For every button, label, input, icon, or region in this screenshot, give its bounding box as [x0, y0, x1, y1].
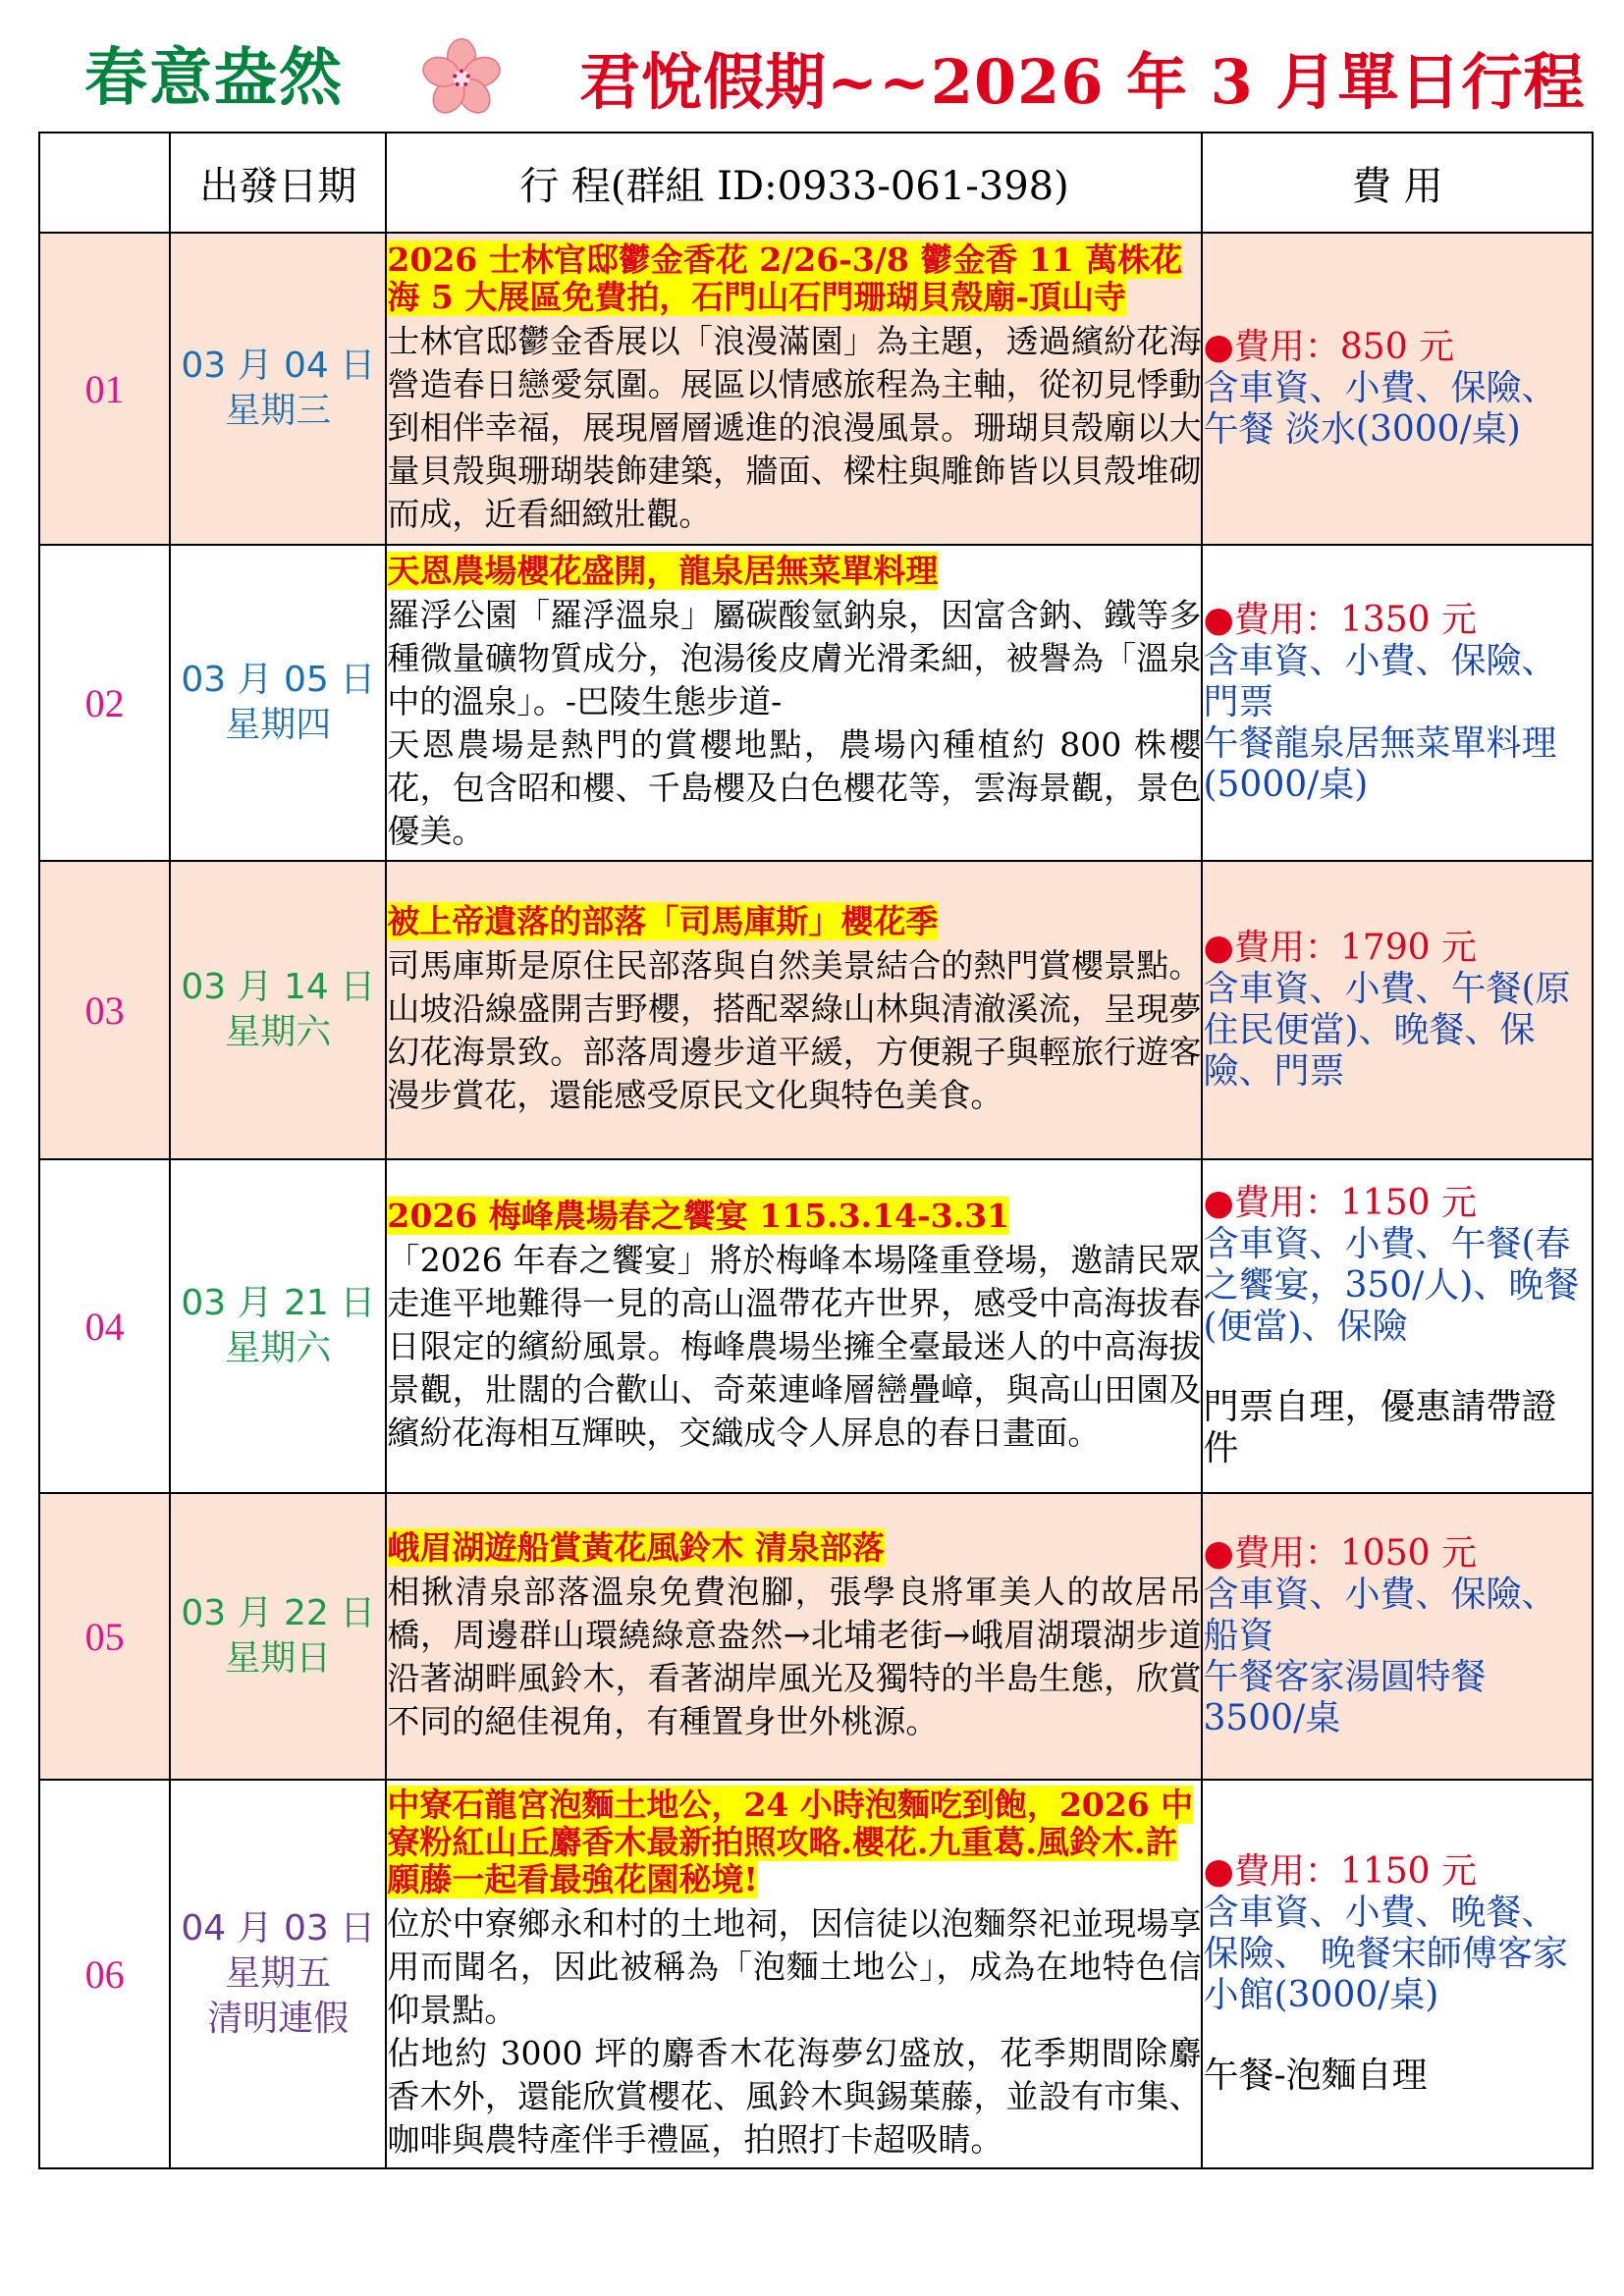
holiday-note: 清明連假: [207, 1999, 350, 2039]
departure-date: 04 月 03 日: [181, 1908, 376, 1949]
cherry-blossom-icon: [420, 37, 503, 120]
itinerary-description: 「2026 年春之饗宴」將於梅峰本場隆重登場，邀請民眾走進平地難得一見的高山溫帶花卉世界，感受中高海拔春日限定的繽紛風景。梅峰農場坐擁全臺最迷人的中高海拔景觀，壯闊的合歡山、奇萊連峰層巒疊嶂，與高山田園及繽紛花海相互輝映，交織成令人屏息的春日畫面。: [387, 1241, 1202, 1452]
table-row: [39, 545, 1593, 861]
departure-date: 03 月 21 日: [181, 1283, 376, 1323]
itinerary-cell: [386, 1493, 1202, 1780]
fee-cell: [1202, 1493, 1593, 1780]
fee-price: ●費用：1350 元: [1203, 600, 1477, 640]
departure-weekday: 星期四: [225, 705, 332, 745]
fee-cell: [1202, 545, 1593, 861]
fee-price: ●費用：1050 元: [1203, 1533, 1477, 1574]
departure-weekday: 星期三: [225, 391, 332, 431]
table-row: [39, 233, 1593, 545]
itinerary-cell: [386, 1159, 1202, 1493]
departure-weekday: 星期六: [225, 1328, 332, 1368]
header-left-title: 春意盎然: [84, 41, 344, 115]
itinerary-headline: 天恩農場櫻花盛開，龍泉居無菜單料理: [387, 552, 939, 590]
itinerary-headline: 峨眉湖遊船賞黃花風鈴木 清泉部落: [387, 1528, 885, 1567]
fee-includes: 含車資、小費、午餐(春之饗宴，350/人)、晚餐(便當)、保險: [1203, 1224, 1580, 1347]
fee-price: ●費用：850 元: [1203, 327, 1455, 367]
page-header: [84, 33, 1586, 141]
fee-includes: 含車資、小費、保險、門票 午餐龍泉居無菜單料理(5000/桌): [1203, 641, 1557, 805]
fee-includes: 含車資、小費、保險、午餐 淡水(3000/桌): [1203, 368, 1557, 450]
row-number: 03: [39, 861, 170, 1159]
column-header-date: 出發日期: [170, 133, 386, 233]
departure-date-cell: [170, 545, 386, 861]
fee-includes: 含車資、小費、午餐(原住民便當)、晚餐、保險、門票: [1203, 969, 1571, 1092]
row-number: 04: [39, 1159, 170, 1493]
schedule-table: [38, 132, 1594, 2169]
fee-price: ●費用：1150 元: [1203, 1183, 1477, 1223]
column-header-number: [39, 133, 170, 233]
departure-date: 03 月 22 日: [181, 1593, 376, 1633]
fee-price: ●費用：1150 元: [1203, 1851, 1477, 1892]
itinerary-description: 羅浮公園「羅浮溫泉」屬碳酸氫鈉泉，因富含鈉、鐵等多種微量礦物質成分，泡湯後皮膚光滑柔細，被譽為「溫泉中的溫泉」。-巴陵生態步道- 天恩農場是熱門的賞櫻地點，農場內種植約 800 株櫻花，包含昭和櫻、千島櫻及白色櫻花等，雲海景觀，景色優美。: [387, 596, 1202, 850]
row-number: 06: [39, 1780, 170, 2168]
departure-weekday: 星期五: [225, 1953, 332, 1994]
fee-cell: [1202, 861, 1593, 1159]
itinerary-cell: [386, 233, 1202, 545]
itinerary-description: 位於中寮鄉永和村的土地祠，因信徒以泡麵祭祀並現場享用而聞名，因此被稱為「泡麵土地公」，成為在地特色信仰景點。 佔地約 3000 坪的麝香木花海夢幻盛放，花季期間除麝香木外，還能欣賞櫻花、風鈴木與錫葉藤，並設有市集、咖啡與農特產伴手禮區，拍照打卡超吸睛。: [387, 1904, 1202, 2159]
table-row: [39, 861, 1593, 1159]
table-row: [39, 1493, 1593, 1780]
fee-price: ●費用：1790 元: [1203, 928, 1477, 968]
itinerary-headline: 2026 梅峰農場春之饗宴 115.3.14-3.31: [387, 1197, 1010, 1235]
fee-cell: [1202, 233, 1593, 545]
row-number: 05: [39, 1493, 170, 1780]
departure-date: 03 月 14 日: [181, 967, 376, 1007]
column-header-itinerary: 行 程(群組 ID:0933-061-398): [386, 133, 1202, 233]
itinerary-headline: 中寮石龍宮泡麵土地公，24 小時泡麵吃到飽，2026 中寮粉紅山丘麝香木最新拍照攻略.櫻花.九重葛.風鈴木.許願藤一起看最強花園秘境!: [387, 1786, 1194, 1898]
departure-date-cell: [170, 1493, 386, 1780]
departure-date-cell: [170, 861, 386, 1159]
itinerary-description: 士林官邸鬱金香展以「浪漫滿園」為主題，透過繽紛花海營造春日戀愛氛圍。展區以情感旅程為主軸，從初見悸動到相伴幸福，展現層層遞進的浪漫風景。珊瑚貝殼廟以大量貝殼與珊瑚裝飾建築，牆面、樑柱與雕飾皆以貝殼堆砌而成，近看細緻壯觀。: [387, 322, 1202, 533]
fee-note: 午餐-泡麵自理: [1203, 2056, 1428, 2096]
departure-date: 03 月 05 日: [181, 660, 376, 700]
header-right-title: 君悅假期~~2026 年 3 月單日行程: [579, 46, 1586, 118]
departure-date: 03 月 04 日: [181, 346, 376, 386]
itinerary-cell: [386, 545, 1202, 861]
table-header-row: [39, 133, 1593, 233]
itinerary-description: 司馬庫斯是原住民部落與自然美景結合的熱門賞櫻景點。山坡沿線盛開吉野櫻，搭配翠綠山林與清澈溪流，呈現夢幻花海景致。部落周邊步道平緩，方便親子與輕旅行遊客漫步賞花，還能感受原民文化與特色美食。: [387, 946, 1202, 1114]
departure-weekday: 星期六: [225, 1012, 332, 1052]
itinerary-headline: 被上帝遺落的部落「司馬庫斯」櫻花季: [387, 902, 939, 940]
table-row: [39, 1159, 1593, 1493]
itinerary-headline: 2026 士林官邸鬱金香花 2/26-3/8 鬱金香 11 萬株花海 5 大展區免費拍，石門山石門珊瑚貝殼廟-頂山寺: [387, 240, 1183, 316]
departure-date-cell: [170, 1780, 386, 2168]
itinerary-description: 相揪清泉部落溫泉免費泡腳，張學良將軍美人的故居吊橋，周邊群山環繞綠意盎然→北埔老街→峨眉湖環湖步道沿著湖畔風鈴木，看著湖岸風光及獨特的半島生態，欣賞不同的絕佳視角，有種置身世外桃源。: [387, 1573, 1202, 1740]
departure-weekday: 星期日: [225, 1638, 332, 1679]
departure-date-cell: [170, 233, 386, 545]
fee-cell: [1202, 1780, 1593, 2168]
fee-note: 門票自理，優惠請帶證件: [1203, 1387, 1557, 1468]
column-header-fee: 費 用: [1202, 133, 1593, 233]
table-row: [39, 1780, 1593, 2168]
row-number: 02: [39, 545, 170, 861]
row-number: 01: [39, 233, 170, 545]
fee-includes: 含車資、小費、保險、船資 午餐客家湯圓特餐 3500/桌: [1203, 1575, 1557, 1738]
itinerary-cell: [386, 1780, 1202, 2168]
fee-cell: [1202, 1159, 1593, 1493]
fee-includes: 含車資、小費、晚餐、保險、 晚餐宋師傅客家小館(3000/桌): [1203, 1893, 1568, 2015]
itinerary-cell: [386, 861, 1202, 1159]
departure-date-cell: [170, 1159, 386, 1493]
